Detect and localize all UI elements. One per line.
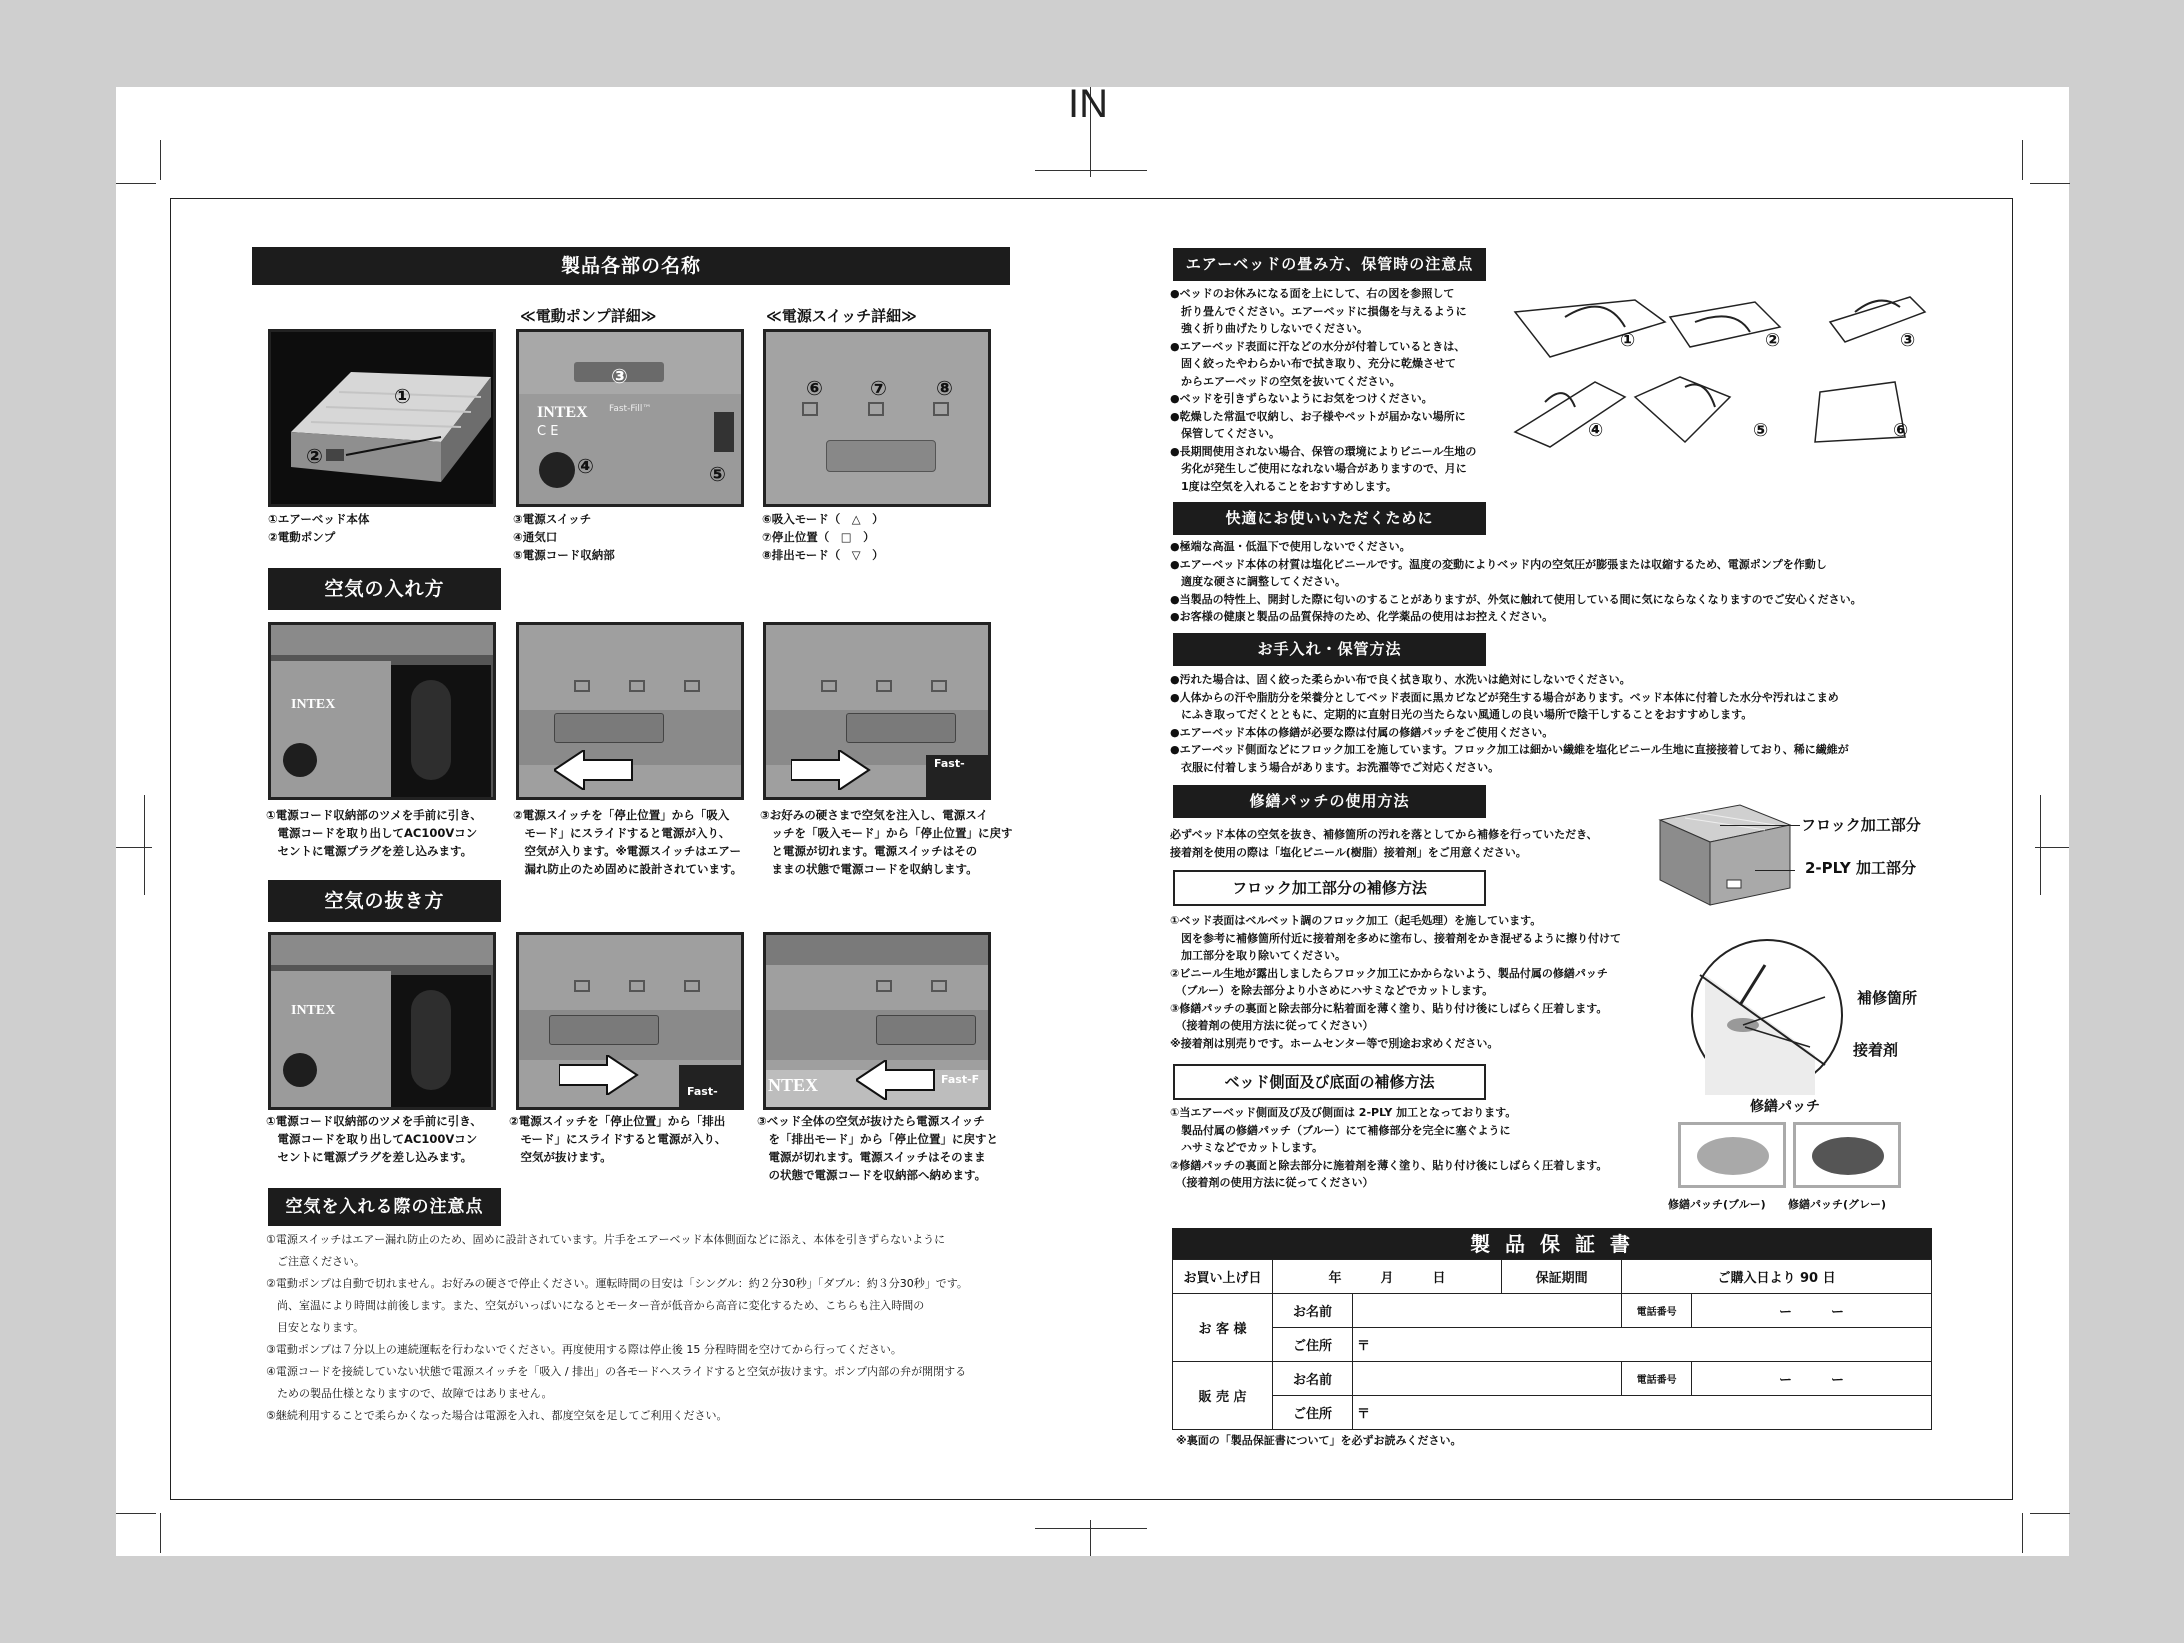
part-7: ⑦停止位置（ □ ） [762, 530, 875, 544]
flock-item: ①ベッド表面はベルベット調のフロック加工（起毛処理）を施しています。 [1170, 914, 1542, 927]
customer-address-label: ご住所 [1273, 1328, 1353, 1362]
inflate-title: 空気の入れ方 [268, 568, 501, 610]
flock-label: フロック加工部分 [1801, 816, 1921, 834]
fold-item: 劣化が発生しご使用になれない場合がありますので、月に [1170, 462, 1467, 475]
crop-mark [116, 1513, 156, 1514]
label-pump: ② [306, 444, 323, 468]
pump-detail-photo [516, 329, 744, 507]
flock-item: ※接着剤は別売りです。ホームセンター等で別途お求めください。 [1170, 1036, 1499, 1050]
fold-item: ●ベッドを引きずらないようにお気をつけください。 [1170, 392, 1433, 405]
fold-item: ●乾燥した常温で収納し、お子様やペットが届かない場所に [1170, 409, 1466, 423]
side-item: ②修繕パッチの裏面と除去部分に施着剤を薄く塗り、貼り付け後にしばらく圧着します。 [1170, 1158, 1608, 1172]
photo3-fast: Fast- [934, 757, 965, 770]
caution-list [266, 1229, 968, 1427]
inflate-step-2: ②電源スイッチを「停止位置」から「吸入 モード」にスライドすると電源が入り、 空気が入ります。※電源スイッチはエアー 漏れ防止のため固めに設計されています。 [513, 808, 743, 876]
patch-intro [1170, 826, 1598, 861]
patch-intro-line: 必ずベッド本体の空気を抜き、補修箇所の汚れを落としてから補修を行っていただき、 [1170, 828, 1598, 841]
label-switch: ③ [611, 364, 628, 388]
label-intake: ⑥ [806, 376, 823, 400]
blue-patch-box [1678, 1122, 1786, 1188]
blue-patch [1697, 1137, 1769, 1175]
parts-title: 製品各部の名称 [252, 247, 1010, 285]
care-item: にふき取ってだくとともに、定期的に直射日光の当たらない風通しの良い場所で陰干しすることをおすすめします。 [1170, 708, 1753, 721]
switch-detail-title: ≪電源スイッチ詳細≫ [766, 307, 917, 325]
flock-item: ③修繕パッチの裏面と除去部分に粘着面を薄く塗り、貼り付け後にしばらく圧着します。 [1170, 1001, 1608, 1015]
flock-item: 図を参考に補修箇所付近に接着剤を多めに塗布し、接着剤をかき混ぜるように擦り付けて [1170, 931, 1621, 945]
part-2: ②電動ポンプ [268, 530, 336, 544]
crop-mark [144, 795, 145, 895]
care-list [1170, 671, 1849, 776]
fold-item: ●エアーベッド表面に汗などの水分が付着しているときは、 [1170, 339, 1466, 353]
gray-patch [1812, 1137, 1884, 1175]
caution-title: 空気を入れる際の注意点 [268, 1188, 501, 1226]
crop-mark [116, 847, 152, 848]
label-cord: ⑤ [709, 462, 726, 486]
customer-phone-label: 電話番号 [1622, 1294, 1692, 1328]
warranty-footnote: ※裏面の「製品保証書について」を必ずお読みください。 [1176, 1434, 1462, 1447]
pump-brand: INTEX [537, 404, 588, 421]
part-1: ①エアーベッド本体 [268, 512, 370, 526]
deflate-step-3: ③ベッド全体の空気が抜けたら電源スイッチ を「排出モード」から「停止位置」に戻すと 電源が切れます。電源スイッチはそのまま の状態で電源コードを収納部へ納めます。 [757, 1114, 999, 1182]
label-bed: ① [394, 384, 411, 408]
fold-step-2: ② [1765, 330, 1781, 351]
caution-item: ための製品仕様となりますので、故障ではありません。 [266, 1387, 553, 1400]
bed-layer-diagram [1655, 800, 1795, 910]
deflate-photo-3 [763, 932, 991, 1110]
photo1-brand: INTEX [291, 697, 336, 712]
fold-item: からエアーベッドの空気を抜いてください。 [1170, 374, 1401, 388]
flock-item: （ブルー）を除去部分より小さめにハサミなどでカットします。 [1170, 984, 1494, 997]
caution-item: ④電源コードを接続していない状態で電源スイッチを「吸入 / 排出」の各モードへスライドすると空気が抜けます。ポンプ内部の弁が開閉する [266, 1365, 967, 1378]
blue-patch-label: 修繕パッチ(ブルー) [1668, 1198, 1766, 1211]
care-item: ●汚れた場合は、固く絞った柔らかい布で良く拭き取り、水洗いは絶対にしないでください。 [1170, 673, 1631, 686]
caution-item: ご注意ください。 [266, 1255, 365, 1268]
fold-item: 保管してください。 [1170, 427, 1280, 440]
flock-list [1170, 912, 1621, 1052]
crop-mark [2030, 1513, 2070, 1514]
comfort-item: ●お客様の健康と製品の品質保持のため、化学薬品の使用はお控えください。 [1170, 610, 1554, 623]
caution-item: 尚、室温により時間は前後します。また、空気がいっぱいになるとモーター音が低音から高音に変化するため、こちらも注入時間の [266, 1299, 925, 1312]
crop-mark [2022, 1513, 2023, 1553]
comfort-list [1170, 538, 1862, 626]
care-item: 衣服に付着しまう場合があります。お洗濯等でご対応ください。 [1170, 760, 1500, 774]
photo5-fast: Fast- [687, 1085, 718, 1098]
fold-title: エアーベッドの畳み方、保管時の注意点 [1173, 248, 1486, 281]
label-vent: ④ [577, 454, 594, 478]
deflate-photo-2 [516, 932, 744, 1110]
warranty-table [1172, 1259, 1932, 1430]
part-4: ④通気口 [513, 530, 558, 544]
label-exhaust: ⑧ [936, 376, 953, 400]
adhesive-label: 接着剤 [1853, 1041, 1899, 1059]
fold-step-4: ④ [1588, 420, 1604, 441]
crop-mark [2040, 795, 2041, 895]
part-5: ⑤電源コード収納部 [513, 548, 615, 562]
parts-list-c [762, 510, 884, 564]
photo6-brand: NTEX [768, 1075, 819, 1095]
side-item: ハサミなどでカットします。 [1170, 1141, 1324, 1154]
label-stop: ⑦ [870, 376, 887, 400]
seller-name-label: お名前 [1273, 1362, 1353, 1396]
gray-patch-box [1793, 1122, 1901, 1188]
fold-item: 固く絞ったやわらかい布で拭き取り、充分に乾燥させて [1170, 357, 1456, 370]
inflate-photo-3 [763, 622, 991, 800]
fold-item: ●長期間使用されない場合、保管の環境によりビニール生地の [1170, 444, 1477, 458]
caution-item: 目安となります。 [266, 1321, 365, 1334]
side-title: ベッド側面及び底面の補修方法 [1173, 1064, 1486, 1100]
airbed-photo [268, 329, 496, 507]
switch-detail-photo [763, 329, 991, 507]
care-item: ●エアーベッド本体の修繕が必要な際は付属の修繕パッチをご使用ください。 [1170, 725, 1554, 739]
patch-heading: 修繕パッチ [1750, 1099, 1820, 1115]
purchase-date-field[interactable]: 年 月 日 [1273, 1260, 1502, 1294]
seller-phone-label: 電話番号 [1622, 1362, 1692, 1396]
crop-mark [160, 140, 161, 180]
customer-phone-field[interactable]: ー ー [1692, 1294, 1932, 1328]
part-6: ⑥吸入モード（ △ ） [762, 512, 884, 526]
fold-item: 折り畳んでください。エアーベッドに損傷を与えるように [1170, 304, 1467, 318]
ce-mark: C E [537, 424, 559, 439]
inflate-step-3: ③お好みの硬さまで空気を注入し、電源スイ ッチを「吸入モード」から「停止位置」に戻す と電源が切れます。電源スイッチはその ままの状態で電源コードを収納します。 [760, 808, 1013, 876]
patch-title: 修繕パッチの使用方法 [1173, 785, 1486, 818]
customer-name-label: お名前 [1273, 1294, 1353, 1328]
fold-step-6: ⑥ [1893, 420, 1909, 441]
fold-item: 強く折り曲げたりしないでください。 [1170, 322, 1368, 335]
customer-address-field[interactable]: 〒 [1353, 1328, 1932, 1362]
comfort-title: 快適にお使いいただくために [1173, 502, 1486, 535]
period-label: 保証期間 [1502, 1260, 1622, 1294]
deflate-title: 空気の抜き方 [268, 880, 501, 922]
gray-patch-label: 修繕パッチ(グレー) [1788, 1198, 1887, 1211]
pump-model: Fast-Fill™ [609, 404, 652, 414]
crop-mark [160, 1513, 161, 1553]
caution-item: ②電動ポンプは自動で切れません。お好みの硬さで停止ください。運転時間の目安は「シングル：約２分30秒」「ダブル：約３分30秒」です。 [266, 1277, 968, 1290]
deflate-step-1: ①電源コード収納部のツメを手前に引き、 電源コードを取り出してAC100Vコン セントに電源プラグを差し込みます。 [266, 1114, 482, 1164]
fold-step-5: ⑤ [1753, 420, 1769, 441]
seller-label: 販 売 店 [1173, 1362, 1273, 1430]
crop-mark [1035, 1528, 1147, 1529]
purchase-date-label: お買い上げ日 [1173, 1260, 1273, 1294]
comfort-item: 適度な硬さに調整してください。 [1170, 575, 1346, 588]
side-item: 製品付属の修繕パッチ（ブルー）にて補修部分を完全に塞ぐように [1170, 1123, 1511, 1137]
page-marker: IN [1068, 82, 1108, 126]
seller-name-field[interactable] [1353, 1362, 1622, 1396]
comfort-item: ●極端な高温・低温下で使用しないでください。 [1170, 540, 1411, 553]
customer-name-field[interactable] [1353, 1294, 1622, 1328]
side-item: ①当エアーベッド側面及び及び側面は 2-PLY 加工となっております。 [1170, 1106, 1517, 1119]
caution-item: ⑤継続利用することで柔らかくなった場合は電源を入れ、都度空気を足してご利用ください。 [266, 1409, 728, 1422]
period-value: ご購入日より 90 日 [1622, 1260, 1932, 1294]
care-item: ●人体からの汗や脂肪分を栄養分としてベッド表面に黒カビなどが発生する場合があります。ベッド本体に付着した水分や汚れはこまめ [1170, 690, 1839, 704]
photo6-fast: Fast-F [941, 1073, 980, 1086]
inflate-step-1: ①電源コード収納部のツメを手前に引き、 電源コードを取り出してAC100Vコン セントに電源プラグを差し込みます。 [266, 808, 482, 858]
fold-item: 1度は空気を入れることをおすすめします。 [1170, 479, 1397, 493]
parts-list-a [268, 510, 369, 546]
crop-mark [1090, 1520, 1091, 1556]
seller-phone-field[interactable]: ー ー [1692, 1362, 1932, 1396]
side-list [1170, 1104, 1607, 1192]
warranty-title: 製 品 保 証 書 [1172, 1228, 1932, 1260]
repair-diagram [1685, 935, 1860, 1095]
flock-item: （接着剤の使用方法に従ってください） [1170, 1019, 1374, 1032]
seller-address-label: ご住所 [1273, 1396, 1353, 1430]
flock-item: ②ビニール生地が露出しましたらフロック加工にかからないよう、製品付属の修繕パッチ [1170, 966, 1608, 980]
seller-address-field[interactable]: 〒 [1353, 1396, 1932, 1430]
patch-intro-line: 接着剤を使用の際は「塩化ビニール(樹脂）接着剤」をご用意ください。 [1170, 845, 1527, 859]
comfort-item: ●当製品の特性上、開封した際に匂いのすることがありますが、外気に触れて使用している間に気にならなくなりますのでご安心ください。 [1170, 592, 1862, 606]
inflate-photo-2 [516, 622, 744, 800]
crop-mark [116, 183, 156, 184]
pump-detail-title: ≪電動ポンプ詳細≫ [520, 307, 657, 325]
photo4-brand: INTEX [291, 1003, 336, 1018]
deflate-photo-1 [268, 932, 496, 1110]
care-title: お手入れ・保管方法 [1173, 633, 1486, 666]
fold-item: ●ベッドのお休みになる面を上にして、右の図を参照して [1170, 287, 1455, 300]
crop-mark [2030, 183, 2070, 184]
folding-diagram [1505, 282, 1935, 452]
ply-label: 2-PLY 加工部分 [1805, 859, 1916, 877]
crop-mark [1035, 170, 1147, 171]
part-3: ③電源スイッチ [513, 512, 592, 526]
parts-list-b [513, 510, 615, 564]
deflate-step-2: ②電源スイッチを「停止位置」から「排出 モード」にスライドすると電源が入り、 空気が抜けます。 [509, 1114, 727, 1164]
fold-step-1: ① [1620, 330, 1636, 351]
customer-label: お 客 様 [1173, 1294, 1273, 1362]
side-item: （接着剤の使用方法に従ってください） [1170, 1176, 1374, 1189]
inflate-photo-1 [268, 622, 496, 800]
fold-list [1170, 285, 1476, 495]
comfort-item: ●エアーベッド本体の材質は塩化ビニールです。温度の変動によりベッド内の空気圧が膨張または収縮するため、電源ポンプを作動し [1170, 557, 1827, 571]
flock-item: 加工部分を取り除いてください。 [1170, 949, 1346, 962]
care-item: ●エアーベッド側面などにフロック加工を施しています。フロック加工は細かい繊維を塩化ビニール生地に直接接着しており、稀に繊維が [1170, 743, 1849, 756]
fold-step-3: ③ [1900, 330, 1916, 351]
part-8: ⑧排出モード（ ▽ ） [762, 548, 884, 562]
repair-label: 補修箇所 [1857, 989, 1918, 1007]
crop-mark [2022, 140, 2023, 180]
flock-title: フロック加工部分の補修方法 [1173, 870, 1486, 906]
caution-item: ①電源スイッチはエアー漏れ防止のため、固めに設計されています。片手をエアーベッド本体側面などに添え、本体を引きずらないように [266, 1233, 946, 1246]
caution-item: ③電動ポンプは７分以上の連続運転を行わないでください。再度使用する際は停止後 15 分程時間を空けてから行ってください。 [266, 1343, 902, 1356]
